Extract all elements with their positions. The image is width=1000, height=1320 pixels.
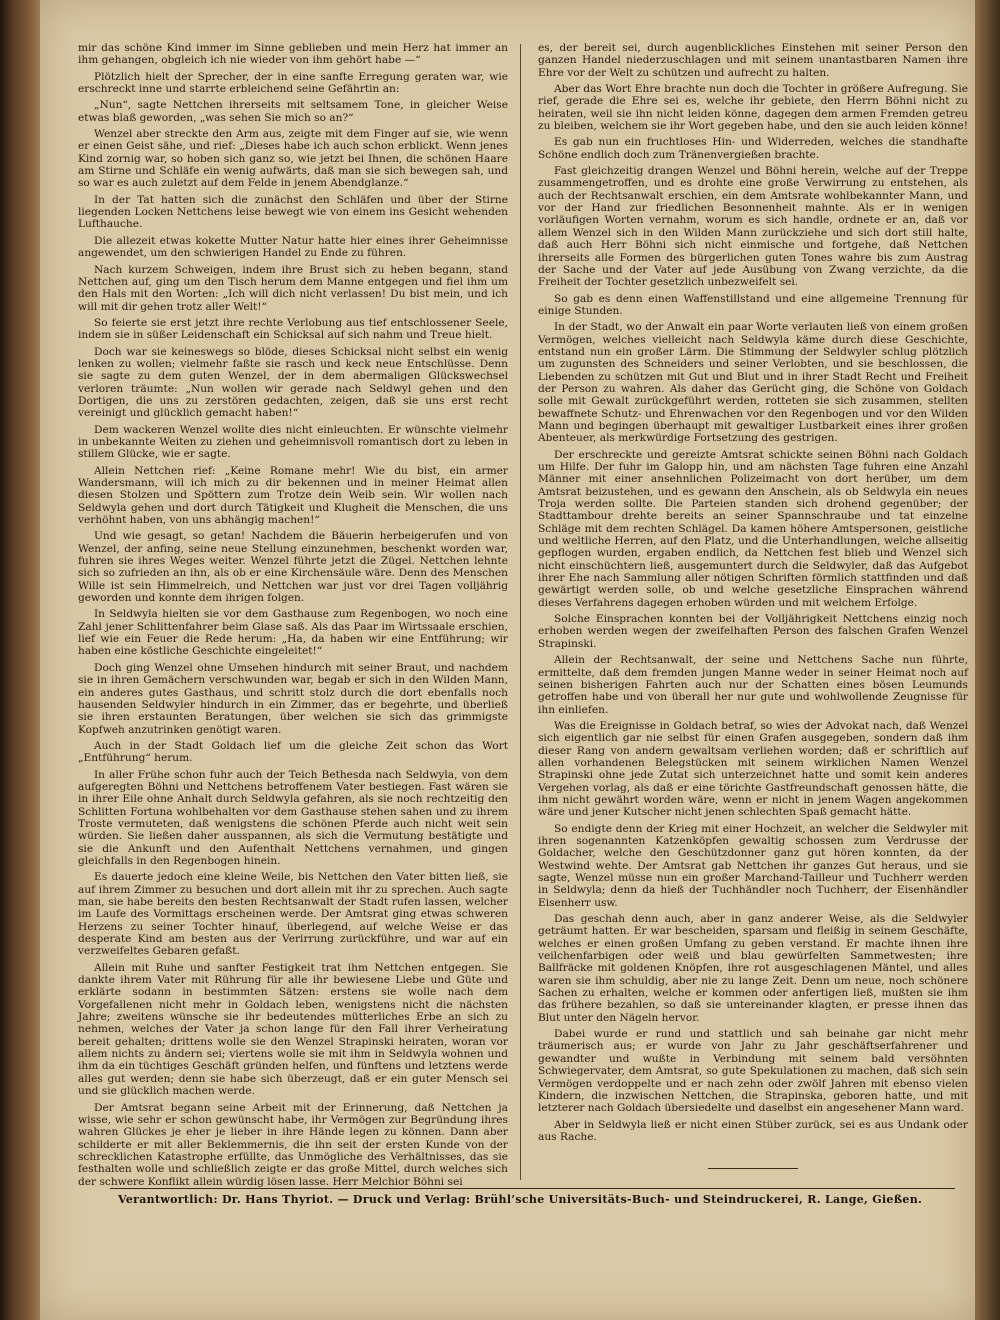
right-text-column <box>538 42 968 1152</box>
footer-rule <box>110 1188 955 1189</box>
paragraph: So endigte denn der Krieg mit einer Hochzeit, an welcher die Seldwyler mit ihren sogenannten Katzenköpfen gewaltig schossen zum Verdrusse der Goldacher, welche den Geschützdonner ganz gut hören konnten, da der Westwind wehte. Der Amtsrat gab Nettchen ihr ganzes Gut heraus, und sie sagte, Wenzel müsse nun ein großer Marchand-Tailleur und Tuchherr werden in Seldwyla; denn da hieß der Tuchhändler noch Tuchherr, der Eisenhändler Eisenherr usw. <box>538 822 968 909</box>
paragraph: So gab es denn einen Waffenstillstand und eine allgemeine Trennung für einige Stunden. <box>538 292 968 317</box>
paragraph: In aller Frühe schon fuhr auch der Teich Bethesda nach Seldwyla, von dem aufgeregten Böhni und Nettchens betroffenem Vater bestiegen. Fast wären sie in ihrer Eile ohne Anhalt durch Seldwyla gefahren, als sie noch rechtzeitig den Schlitten Fortuna wohlbehalten vor dem Gasthause stehen sahen und zu ihrem Troste vermuteten, daß wenigstens die schönen Pferde auch nicht weit sein würden. Sie ließen daher ausspannen, als sich die Vermutung bestätigte und sie die Ankunft und den Aufenthalt Nettchens vernahmen, und gingen gleichfalls in den Regenbogen hinein. <box>78 768 508 867</box>
paragraph: Allein mit Ruhe und sanfter Festigkeit trat ihm Nettchen entgegen. Sie dankte ihrem Vater mit Rührung für alle ihr bewiesene Liebe und Güte und erklärte sodann in bestimmten Sätzen: erstens sie wolle nach dem Vorgefallenen nicht mehr in Goldach leben, wenigstens nicht die nächsten Jahre; zweitens wünsche sie ihr bedeutendes mütterliches Erbe an sich zu nehmen, welches der Vater ja schon lange für den Fall ihrer Verheiratung bereit gehalten; drittens wolle sie den Wenzel Strapinski heiraten, woran vor allem nichts zu ändern sei; viertens wolle sie mit ihm in Seldwyla wohnen und ihm da ein tüchtiges Geschäft gründen helfen, und fünftens und letztens werde alles gut werden; denn sie habe sich überzeugt, daß er ein guter Mensch sei und sie glücklich machen werde. <box>78 961 508 1098</box>
imprint-footer: Verantwortlich: Dr. Hans Thyriot. — Druck und Verlag: Brühl’sche Universitäts-Buch- und Steindruckerei, R. Lange, Gießen. <box>118 1193 923 1206</box>
paragraph: Dem wackeren Wenzel wollte dies nicht einleuchten. Er wünschte vielmehr in unbekannte Weiten zu ziehen und geheimnisvoll romantisch dort zu leben in stillem Glücke, wie er sagte. <box>78 423 508 461</box>
paragraph: Der erschreckte und gereizte Amtsrat schickte seinen Böhni nach Goldach um Hilfe. Der fuhr im Galopp hin, und am nächsten Tage fuhren eine Anzahl Männer mit einer ansehnlichen Polizeimacht von dort herüber, um dem Amtsrat beizustehen, und es gewann den Anschein, als ob Seldwyla ein neues Troja werden sollte. Die Parteien standen sich drohend gegenüber; der Stadttambour drehte bereits an seiner Spannschraube und tat einzelne Schläge mit dem rechten Schlägel. Da kamen höhere Amtspersonen, geistliche und weltliche Herren, auf den Platz, und die Unterhandlungen, welche allseitig gepflogen wurden, ergaben endlich, da Nettchen fest blieb und Wenzel sich nicht einschüchtern ließ, ausgemuntert durch die Seldwyler, daß das Aufgebot ihrer Ehe nach Sammlung aller nötigen Schriften förmlich stattfinden und daß gewärtigt werden solle, ob und welche gesetzliche Einsprachen während dieses Verfahrens dagegen erhoben würden und mit welchem Erfolge. <box>538 448 968 609</box>
paragraph: Wenzel aber streckte den Arm aus, zeigte mit dem Finger auf sie, wie wenn er einen Geist sähe, und rief: „Dieses habe ich auch schon erblickt. Wenn jenes Kind zornig war, so hoben sich ganz so, wie jetzt bei Ihnen, die schönen Haare am Stirne und Schläfe ein wenig aufwärts, daß man sie sich bewegen sah, und so war es auch zuletzt auf dem Felde in jenem Abendglanze.“ <box>78 128 508 190</box>
book-spine <box>0 0 40 1320</box>
paragraph: Dabei wurde er rund und stattlich und sah beinahe gar nicht mehr träumerisch aus; er wurde von Jahr zu Jahr geschäftserfahrener und gewandter und wußte in Verbindung mit seinem bald versöhnten Schwiegervater, dem Amtsrat, so gute Spekulationen zu machen, daß sich sein Vermögen verdoppelte und er nach zehn oder zwölf Jahren mit ebenso vielen Kindern, die inzwischen Nettchen, die Strapinska, geboren hatte, und mit letzterer nach Goldach übersiedelte und daselbst ein angesehener Mann ward. <box>538 1028 968 1115</box>
paragraph: es, der bereit sei, durch augenblickliches Einstehen mit seiner Person den ganzen Handel niederzuschlagen und mit seinem unantastbaren Namen ihre Ehre vor der Welt zu schützen und aufrecht zu halten. <box>538 42 968 79</box>
paragraph: In der Tat hatten sich die zunächst den Schläfen und über der Stirne liegenden Locken Nettchens leise bewegt wie von einem ins Gesicht wehenden Lufthauche. <box>78 193 508 231</box>
paragraph: Fast gleichzeitig drangen Wenzel und Böhni herein, welche auf der Treppe zusammengetroffen, und es drohte eine große Verwirrung zu entstehen, als auch der Rechtsanwalt erschien, ein dem Amtsrate wohlbekannter Mann, und vor der Hand zur friedlichen Besonnenheit mahnte. Als er in wenigen vorläufigen Worten vernahm, worum es sich handle, ordnete er an, daß vor allem Wenzel sich in den Wilden Mann zurückziehe und sich dort still halte, daß auch Herr Böhni sich nicht einmische und fortgehe, daß Nettchen ihrerseits alle Formen des bürgerlichen guten Tones wahre bis zum Austrag der Sache und der Vater auf jede Ausübung von Zwang verzichte, da die Freiheit der Tochter gesetzlich unbezweifelt sei. <box>538 165 968 289</box>
paragraph: In Seldwyla hielten sie vor dem Gasthause zum Regenbogen, wo noch eine Zahl jener Schlittenfahrer beim Glase saß. Als das Paar im Wirtssaale erschien, lief wie ein Feuer die Rede herum: „Ha, da haben wir eine Entführung; wir haben eine köstliche Geschichte eingeleitet!“ <box>78 608 508 658</box>
paragraph: Aber in Seldwyla ließ er nicht einen Stüber zurück, sei es aus Undank oder aus Rache. <box>538 1118 968 1143</box>
paragraph: Aber das Wort Ehre brachte nun doch die Tochter in größere Aufregung. Sie rief, gerade die Ehre sei es, welche ihr gebiete, den Herrn Böhni nicht zu heiraten, weil sie ihn nicht leiden könne, dagegen dem armen Fremden getreu zu bleiben, welchem sie ihr Wort gegeben habe, und den sie auch leiden könne! <box>538 83 968 133</box>
paragraph: Auch in der Stadt Goldach lief um die gleiche Zeit schon das Wort „Entführung“ herum. <box>78 739 508 765</box>
paragraph: In der Stadt, wo der Anwalt ein paar Worte verlauten ließ von einem großen Vermögen, welches vielleicht nach Seldwyla käme durch diese Geschichte, entstand nun ein großer Lärm. Die Stimmung der Seldwyler schlug plötzlich um zugunsten des Schneiders und seiner Verlobten, und sie beschlossen, die Liebenden zu schützen mit Gut und Blut und in ihrer Stadt Recht und Freiheit der Person zu wahren. Als daher das Gerücht ging, die Schöne von Goldach solle mit Gewalt zurückgeführt werden, rotteten sie sich zusammen, stellten bewaffnete Schutz- und Ehrenwachen vor den Regenbogen und vor den Wilden Mann und begingen überhaupt mit gewaltiger Lustbarkeit eines ihrer großen Abenteuer, als merkwürdige Fortsetzung des gestrigen. <box>538 321 968 445</box>
left-text-column <box>78 42 508 1188</box>
paragraph: Die allezeit etwas kokette Mutter Natur hatte hier eines ihrer Geheimnisse angewendet, um den schwierigen Handel zu Ende zu führen. <box>78 234 508 260</box>
column-divider <box>520 44 521 1180</box>
paragraph: Es gab nun ein fruchtloses Hin- und Widerreden, welches die standhafte Schöne endlich doch zum Tränenvergießen brachte. <box>538 136 968 161</box>
paragraph: Nach kurzem Schweigen, indem ihre Brust sich zu heben begann, stand Nettchen auf, ging um den Tisch herum dem Manne entgegen und fiel ihm um den Hals mit den Worten: „Ich will dich nicht verlassen! Du bist mein, und ich will mit dir gehen trotz aller Welt!“ <box>78 263 508 313</box>
paragraph: So feierte sie erst jetzt ihre rechte Verlobung aus tief entschlossener Seele, indem sie in süßer Leidenschaft ein Schicksal auf sich nahm und Treue hielt. <box>78 316 508 342</box>
paragraph: mir das schöne Kind immer im Sinne geblieben und mein Herz hat immer an ihm gehangen, obgleich ich nie wieder von ihm gehört habe —“ <box>78 42 508 67</box>
paragraph: Allein der Rechtsanwalt, der seine und Nettchens Sache nun führte, ermittelte, daß dem fremden jungen Manne weder in seiner Heimat noch auf seinen bisherigen Fahrten auch nur der Schatten eines bösen Leumunds getroffen habe und von überall her nur gute und wohlwollende Zeugnisse für ihn einliefen. <box>538 654 968 716</box>
paragraph: Und wie gesagt, so getan! Nachdem die Bäuerin herbeigerufen und von Wenzel, der anfing, seine neue Stellung einzunehmen, beschenkt worden war, fuhren sie ihres Weges weiter. Wenzel führte jetzt die Zügel. Nettchen lehnte sich so zufrieden an ihn, als ob er eine Kirchensäule wäre. Denn des Menschen Wille ist sein Himmelreich, und Nettchen war just vor drei Tagen volljährig geworden und konnte dem ihrigen folgen. <box>78 530 508 605</box>
end-of-story-rule <box>708 1168 798 1169</box>
paragraph: Solche Einsprachen konnten bei der Volljährigkeit Nettchens einzig noch erhoben werden wegen der zweifelhaften Person des falschen Grafen Wenzel Strapinski. <box>538 613 968 650</box>
paragraph: Was die Ereignisse in Goldach betraf, so wies der Advokat nach, daß Wenzel sich eigentlich gar nie selbst für einen Grafen ausgegeben, sondern daß ihm dieser Rang von andern gewaltsam verliehen worden; daß er schriftlich auf allen vorhandenen Belegstücken mit seinem wirklichen Namen Wenzel Strapinski ohne jede Zutat sich unterzeichnet hatte und somit kein anderes Vergehen vorlag, als daß er eine törichte Gastfreundschaft genossen hätte, die ihm nicht gewährt worden wäre, wenn er nicht in jenem Wagen angekommen wäre und jener Kutscher nicht jenen schlechten Spaß gemacht hätte. <box>538 719 968 819</box>
paragraph: Das geschah denn auch, aber in ganz anderer Weise, als die Seldwyler geträumt hatten. Er war bescheiden, sparsam und fleißig in seinem Geschäfte, welches er einen großen Umfang zu geben verstand. Er machte ihnen ihre veilchenfarbigen oder weiß und blau gewürfelten Sammetwesten; ihre Ballfräcke mit goldenen Knöpfen, ihre rot ausgeschlagenen Mäntel, und alles waren sie ihm schuldig, aber nie zu lange Zeit. Denn um neue, noch schönere Sachen zu erhalten, welche er kommen oder anfertigen ließ, mußten sie ihm das frühere bezahlen, so daß sie untereinander klagten, er presse ihnen das Blut unter den Nägeln hervor. <box>538 913 968 1024</box>
paragraph: Plötzlich hielt der Sprecher, der in eine sanfte Erregung geraten war, wie erschreckt inne und starrte erbleichend seine Gefährtin an: <box>78 70 508 96</box>
paragraph: „Nun“, sagte Nettchen ihrerseits mit seltsamem Tone, in gleicher Weise etwas blaß geworden, „was sehen Sie mich so an?“ <box>78 99 508 124</box>
page-edge <box>975 0 1000 1320</box>
paragraph: Doch ging Wenzel ohne Umsehen hindurch mit seiner Braut, und nachdem sie in ihren Gemächern verschwunden war, begab er sich in den Wilden Mann, ein anderes gutes Gasthaus, und schritt stolz durch die dort ebenfalls noch hausenden Seldwyler hindurch in ein Zimmer, das er begehrte, und überließ sie ihren erstaunten Beratungen, über welchen sie sich das grimmigste Kopfweh anzutrinken genötigt waren. <box>78 661 508 736</box>
paragraph: Doch war sie keineswegs so blöde, dieses Schicksal nicht selbst ein wenig lenken zu wollen; vielmehr faßte sie rasch und keck neue Entschlüsse. Denn sie sagte zu dem guten Wenzel, der in dem abermaligen Glückswechsel verloren träumte: „Nun wollen wir gerade nach Seldwyl gehen und den Dortigen, die uns zu zerstören gedachten, zeigen, daß sie uns erst recht vereinigt und glücklich gemacht haben!“ <box>78 345 508 420</box>
paragraph: Es dauerte jedoch eine kleine Weile, bis Nettchen den Vater bitten ließ, sie auf ihrem Zimmer zu besuchen und dort allein mit ihr zu sprechen. Auch sagte man, sie habe bereits den besten Rechtsanwalt der Stadt rufen lassen, welcher im Laufe des Vormittags erscheinen werde. Der Amtsrat ging etwas schweren Herzens zu seiner Tochter hinauf, überlegend, auf welche Weise er das desperate Kind am besten aus der Verirrung zurückführe, und war auf ein verzweifeltes Gebaren gefaßt. <box>78 871 508 958</box>
paragraph: Der Amtsrat begann seine Arbeit mit der Erinnerung, daß Nettchen ja wisse, wie sehr er schon gewünscht habe, ihr Vermögen zur Begründung ihres wahren Glückes je eher je lieber in ihre Hände legen zu können. Dann aber schilderte er mit aller Beklemmernis, die ihn seit der ersten Kunde von der schrecklichen Katastrophe erfüllte, das Unmögliche des Verhältnisses, das sie festhalten wolle und schließlich zeigte er das große Mittel, durch welches sich der schwere Konflikt allein würdig lösen lasse. Herr Melchior Böhni sei <box>78 1101 508 1188</box>
paragraph: Allein Nettchen rief: „Keine Romane mehr! Wie du bist, ein armer Wandersmann, will ich mich zu dir bekennen und in meiner Heimat allen diesen Stolzen und Spöttern zum Trotze dein Weib sein. Wir wollen nach Seldwyla gehen und dort durch Tätigkeit und Klugheit die Menschen, die uns verhöhnt haben, von uns abhängig machen!“ <box>78 464 508 527</box>
